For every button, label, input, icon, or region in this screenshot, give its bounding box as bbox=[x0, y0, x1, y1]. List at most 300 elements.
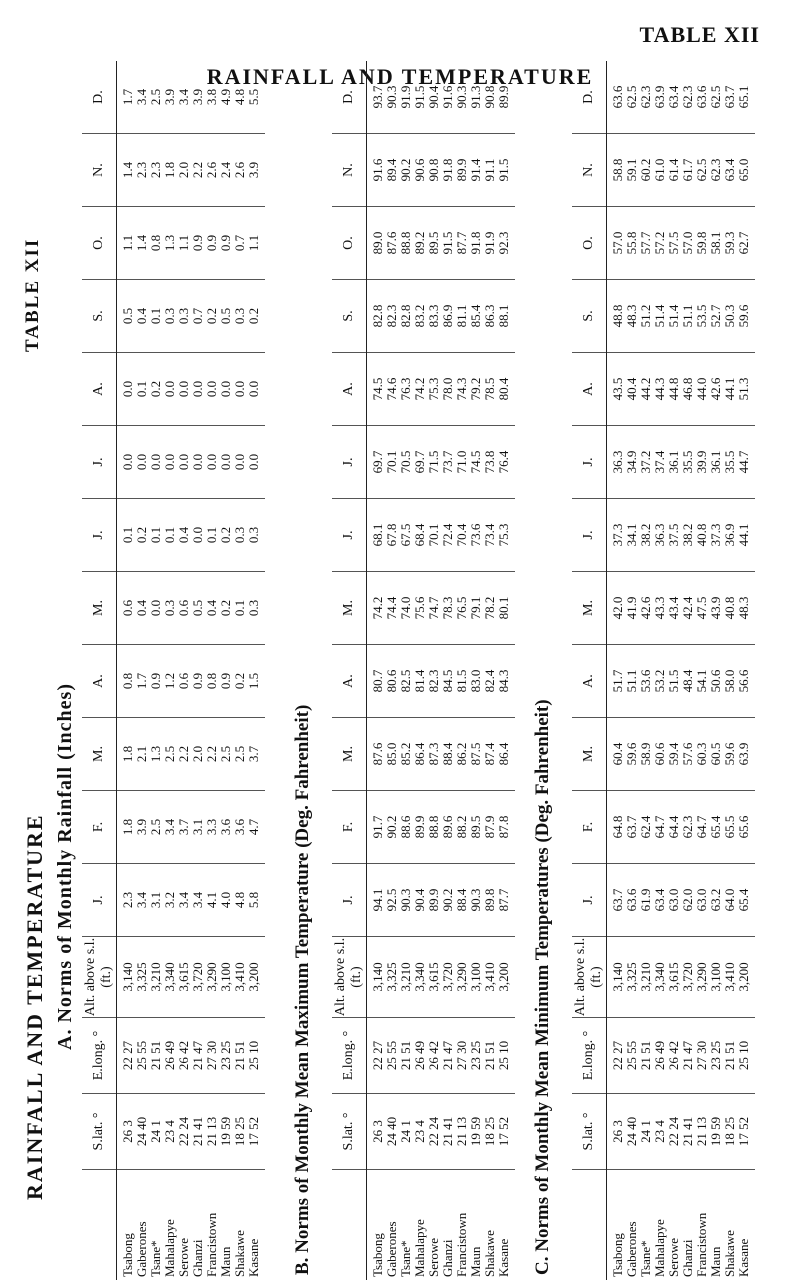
table-cell: 26 42 bbox=[176, 1040, 191, 1071]
table-cell: 73.6 bbox=[468, 523, 483, 547]
table-cell: 0.2 bbox=[232, 672, 247, 690]
table-cell: 83.3 bbox=[426, 304, 441, 328]
table-cell: 0.3 bbox=[162, 599, 177, 617]
table-cell: 0.0 bbox=[120, 453, 135, 471]
table-cell: 25 10 bbox=[246, 1040, 261, 1071]
table-cell: 3,290 bbox=[454, 962, 469, 992]
table-cell: 3.4 bbox=[134, 891, 149, 909]
table-cell: 78.3 bbox=[440, 596, 455, 620]
table-cell: 86.2 bbox=[454, 742, 469, 766]
table-cell: 36.3 bbox=[610, 450, 625, 474]
table-cell: 62.3 bbox=[680, 85, 695, 109]
table-cell: 3,720 bbox=[680, 962, 695, 992]
table-cell: 23 4 bbox=[652, 1120, 667, 1143]
table-cell: 54.1 bbox=[694, 669, 709, 693]
table-cell: 19 59 bbox=[708, 1116, 723, 1147]
table-cell: 62.5 bbox=[708, 85, 723, 109]
header-month: M. bbox=[572, 718, 607, 791]
table-cell: 84.3 bbox=[496, 669, 511, 693]
table-cell: 24 40 bbox=[134, 1116, 149, 1147]
header-long: E.long. ° bbox=[82, 1018, 117, 1094]
side-table-number: TABLE XII bbox=[22, 237, 43, 352]
month-column bbox=[607, 645, 756, 718]
table-cell: 0.1 bbox=[162, 526, 177, 544]
header-month: M. bbox=[82, 718, 117, 791]
table-cell: 53.6 bbox=[638, 669, 653, 693]
table-cell: 80.1 bbox=[496, 596, 511, 620]
table-cell: 0.0 bbox=[148, 453, 163, 471]
table-cell: 88.8 bbox=[398, 231, 413, 255]
month-column bbox=[367, 572, 516, 645]
table-cell: 21 51 bbox=[638, 1040, 653, 1071]
table-cell: 0.4 bbox=[134, 599, 149, 617]
table-cell: 3,140 bbox=[610, 962, 625, 992]
table-cell: 44.2 bbox=[638, 377, 653, 401]
table-cell: 3.7 bbox=[176, 818, 191, 836]
table-cell: 90.8 bbox=[482, 85, 497, 109]
table-cell: 75.3 bbox=[426, 377, 441, 401]
month-column bbox=[607, 864, 756, 937]
table-cell: 57.0 bbox=[680, 231, 695, 255]
table-cell: Ghanzi bbox=[680, 1239, 695, 1277]
header-month: J. bbox=[332, 426, 367, 499]
table-cell: Maun bbox=[468, 1246, 483, 1277]
table-cell: 38.2 bbox=[680, 523, 695, 547]
table-cell: 24 1 bbox=[398, 1120, 413, 1143]
table-cell: 0.8 bbox=[204, 672, 219, 690]
header-month: S. bbox=[332, 280, 367, 353]
table-cell: Serowe bbox=[666, 1238, 681, 1277]
table-cell: 63.6 bbox=[624, 888, 639, 912]
table-cell: 88.4 bbox=[440, 742, 455, 766]
table-cell: 93.7 bbox=[370, 85, 385, 109]
header-month: J. bbox=[82, 499, 117, 572]
table-cell: 2.3 bbox=[148, 161, 163, 179]
table-cell: 21 51 bbox=[722, 1040, 737, 1071]
header-month: A. bbox=[572, 645, 607, 718]
table-cell: 21 51 bbox=[148, 1040, 163, 1071]
table-cell: 63.7 bbox=[610, 888, 625, 912]
table-cell: Shakawe bbox=[232, 1230, 247, 1277]
table-cell: Tsabong bbox=[370, 1233, 385, 1277]
table-cell: 3,200 bbox=[496, 962, 511, 992]
table-cell: 53.5 bbox=[694, 304, 709, 328]
table-cell: 21 51 bbox=[482, 1040, 497, 1071]
table-cell: 17 52 bbox=[496, 1116, 511, 1147]
section-b-table-wrap bbox=[332, 85, 512, 1280]
table-cell: 92.3 bbox=[496, 231, 511, 255]
table-cell: 38.2 bbox=[638, 523, 653, 547]
table-cell: 24 40 bbox=[384, 1116, 399, 1147]
table-cell: 90.3 bbox=[384, 85, 399, 109]
table-cell: 87.5 bbox=[468, 742, 483, 766]
table-cell: 91.7 bbox=[370, 815, 385, 839]
table-cell: 86.4 bbox=[412, 742, 427, 766]
station-column bbox=[367, 1170, 516, 1281]
table-cell: 90.6 bbox=[412, 158, 427, 182]
table-cell: 0.9 bbox=[190, 672, 205, 690]
table-cell: 0.0 bbox=[148, 599, 163, 617]
table-cell: 0.6 bbox=[176, 672, 191, 690]
header-month: D. bbox=[572, 61, 607, 134]
table-cell: 23 25 bbox=[708, 1040, 723, 1071]
table-cell: 3.4 bbox=[134, 88, 149, 106]
header-month: J. bbox=[332, 499, 367, 572]
table-cell: 2.4 bbox=[218, 161, 233, 179]
table-cell: 89.8 bbox=[482, 888, 497, 912]
table-cell: 63.0 bbox=[694, 888, 709, 912]
table-cell: 22 24 bbox=[666, 1116, 681, 1147]
altitude-column bbox=[117, 937, 266, 1018]
month-column bbox=[367, 134, 516, 207]
month-column bbox=[117, 572, 266, 645]
table-cell: Mahalapye bbox=[652, 1219, 667, 1277]
table-cell: 53.2 bbox=[652, 669, 667, 693]
header-month: J. bbox=[572, 864, 607, 937]
table-cell: 63.6 bbox=[694, 85, 709, 109]
table-cell: 34.1 bbox=[624, 523, 639, 547]
table-cell: 2.0 bbox=[190, 745, 205, 763]
table-cell: 87.3 bbox=[426, 742, 441, 766]
table-cell: 74.2 bbox=[412, 377, 427, 401]
header-long: E.long. ° bbox=[332, 1018, 367, 1094]
table-cell: 0.0 bbox=[232, 380, 247, 398]
header-station bbox=[572, 1170, 607, 1281]
table-cell: 3,615 bbox=[666, 962, 681, 992]
table-cell: 1.8 bbox=[120, 818, 135, 836]
table-cell: 94.1 bbox=[370, 888, 385, 912]
table-cell: 0.3 bbox=[162, 307, 177, 325]
month-column bbox=[367, 280, 516, 353]
table-cell: 0.2 bbox=[148, 380, 163, 398]
table-cell: 26 3 bbox=[120, 1120, 135, 1143]
table-cell: 80.6 bbox=[384, 669, 399, 693]
table-cell: 36.1 bbox=[708, 450, 723, 474]
table-cell: 3.9 bbox=[190, 88, 205, 106]
table-cell: 3.8 bbox=[204, 88, 219, 106]
table-cell: Francistown bbox=[694, 1212, 709, 1277]
table-cell: 48.8 bbox=[610, 304, 625, 328]
table-cell: 86.4 bbox=[496, 742, 511, 766]
longitude-column bbox=[607, 1018, 756, 1094]
section-b-heading: B. Norms of Monthly Mean Maximum Temperature (Deg. Fahrenheit) bbox=[292, 704, 313, 1275]
header-month: D. bbox=[82, 61, 117, 134]
table-cell: 2.6 bbox=[204, 161, 219, 179]
table-cell: 34.9 bbox=[624, 450, 639, 474]
header-station bbox=[82, 1170, 117, 1281]
table-cell: 3,615 bbox=[176, 962, 191, 992]
table-cell: 90.8 bbox=[426, 158, 441, 182]
table-cell: 82.4 bbox=[482, 669, 497, 693]
table-cell: 0.0 bbox=[232, 453, 247, 471]
table-cell: 2.1 bbox=[134, 745, 149, 763]
table-cell: 42.0 bbox=[610, 596, 625, 620]
table-cell: 25 55 bbox=[624, 1040, 639, 1071]
table-cell: 35.5 bbox=[722, 450, 737, 474]
table-cell: 43.5 bbox=[610, 377, 625, 401]
header-month: M. bbox=[332, 572, 367, 645]
table-cell: 78.0 bbox=[440, 377, 455, 401]
table-cell: 3,340 bbox=[412, 962, 427, 992]
table-cell: 82.8 bbox=[398, 304, 413, 328]
table-cell: 3,210 bbox=[398, 962, 413, 992]
table-cell: 0.8 bbox=[148, 234, 163, 252]
table-cell: 76.4 bbox=[496, 450, 511, 474]
table-cell: 0.7 bbox=[232, 234, 247, 252]
table-cell: 0.3 bbox=[176, 307, 191, 325]
header-month: M. bbox=[332, 718, 367, 791]
month-column bbox=[117, 207, 266, 280]
table-cell: 64.4 bbox=[666, 815, 681, 839]
table-cell: 0.2 bbox=[134, 526, 149, 544]
table-cell: 90.2 bbox=[440, 888, 455, 912]
side-title: RAINFALL AND TEMPERATURE bbox=[22, 813, 47, 1200]
table-cell: 3,340 bbox=[652, 962, 667, 992]
table-cell: Ghanzi bbox=[440, 1239, 455, 1277]
table-cell: 3.4 bbox=[190, 891, 205, 909]
table-cell: 22 24 bbox=[176, 1116, 191, 1147]
table-cell: Francistown bbox=[204, 1212, 219, 1277]
table-cell: 0.9 bbox=[218, 672, 233, 690]
table-cell: 52.7 bbox=[708, 304, 723, 328]
table-cell: 26 3 bbox=[370, 1120, 385, 1143]
table-cell: 3,100 bbox=[468, 962, 483, 992]
table-cell: 74.0 bbox=[398, 596, 413, 620]
table-cell: 17 52 bbox=[246, 1116, 261, 1147]
table-cell: 73.4 bbox=[482, 523, 497, 547]
table-cell: 86.9 bbox=[440, 304, 455, 328]
table-cell: 55.8 bbox=[624, 231, 639, 255]
table-cell: 4.0 bbox=[218, 891, 233, 909]
table-cell: 21 41 bbox=[440, 1116, 455, 1147]
table-cell: 46.8 bbox=[680, 377, 695, 401]
section-c-panel bbox=[532, 85, 785, 1280]
table-cell: 63.2 bbox=[708, 888, 723, 912]
table-cell: 3.1 bbox=[148, 891, 163, 909]
table-cell: 74.6 bbox=[384, 377, 399, 401]
table-cell: 3.9 bbox=[162, 88, 177, 106]
header-station bbox=[332, 1170, 367, 1281]
table-cell: 3,200 bbox=[736, 962, 751, 992]
table-cell: Tsane* bbox=[638, 1240, 653, 1277]
table-cell: 85.2 bbox=[398, 742, 413, 766]
table-cell: 88.2 bbox=[454, 815, 469, 839]
table-cell: 74.5 bbox=[370, 377, 385, 401]
month-column bbox=[367, 718, 516, 791]
table-cell: 1.3 bbox=[148, 745, 163, 763]
table-cell: 0.3 bbox=[232, 307, 247, 325]
table-cell: 81.5 bbox=[454, 669, 469, 693]
table-cell: 44.8 bbox=[666, 377, 681, 401]
table-cell: 91.6 bbox=[370, 158, 385, 182]
table-cell: Shakawe bbox=[722, 1230, 737, 1277]
table-cell: 0.0 bbox=[190, 526, 205, 544]
table-cell: 0.0 bbox=[190, 380, 205, 398]
table-cell: 1.4 bbox=[120, 161, 135, 179]
table-cell: 70.1 bbox=[426, 523, 441, 547]
table-cell: 63.0 bbox=[666, 888, 681, 912]
table-cell: 0.4 bbox=[134, 307, 149, 325]
table-cell: 0.0 bbox=[176, 380, 191, 398]
table-cell: 90.2 bbox=[398, 158, 413, 182]
latitude-column bbox=[607, 1094, 756, 1170]
table-cell: 3,100 bbox=[708, 962, 723, 992]
table-cell: 64.8 bbox=[610, 815, 625, 839]
table-cell: Shakawe bbox=[482, 1230, 497, 1277]
table-cell: 21 47 bbox=[190, 1040, 205, 1071]
table-cell: 74.7 bbox=[426, 596, 441, 620]
table-cell: 89.9 bbox=[412, 815, 427, 839]
table-cell: 85.4 bbox=[468, 304, 483, 328]
table-cell: 60.6 bbox=[652, 742, 667, 766]
table-cell: 0.5 bbox=[120, 307, 135, 325]
table-cell: 59.3 bbox=[722, 231, 737, 255]
table-cell: 1.3 bbox=[162, 234, 177, 252]
table-cell: 82.5 bbox=[398, 669, 413, 693]
table-cell: 70.4 bbox=[454, 523, 469, 547]
month-column bbox=[607, 499, 756, 572]
table-cell: 0.7 bbox=[190, 307, 205, 325]
table-cell: 3,140 bbox=[370, 962, 385, 992]
table-cell: 44.0 bbox=[694, 377, 709, 401]
table-cell: 44.3 bbox=[652, 377, 667, 401]
table-cell: 63.6 bbox=[610, 85, 625, 109]
table-cell: 43.4 bbox=[666, 596, 681, 620]
table-cell: 0.9 bbox=[218, 234, 233, 252]
table-cell: 3,410 bbox=[482, 962, 497, 992]
table-cell: 25 10 bbox=[736, 1040, 751, 1071]
table-cell: 0.0 bbox=[246, 453, 261, 471]
table-cell: 75.6 bbox=[412, 596, 427, 620]
table-cell: 22 27 bbox=[610, 1040, 625, 1071]
month-column bbox=[117, 61, 266, 134]
table-cell: 91.5 bbox=[440, 231, 455, 255]
table-cell: 22 24 bbox=[426, 1116, 441, 1147]
table-cell: 37.4 bbox=[652, 450, 667, 474]
table-cell: 51.2 bbox=[638, 304, 653, 328]
month-column bbox=[607, 353, 756, 426]
table-cell: 87.8 bbox=[496, 815, 511, 839]
table-cell: 3,720 bbox=[190, 962, 205, 992]
table-cell: 79.1 bbox=[468, 596, 483, 620]
table-cell: 88.8 bbox=[426, 815, 441, 839]
table-cell: 1.1 bbox=[120, 234, 135, 252]
month-column bbox=[367, 791, 516, 864]
month-column bbox=[117, 864, 266, 937]
table-cell: 50.6 bbox=[708, 669, 723, 693]
table-cell: 51.7 bbox=[610, 669, 625, 693]
table-cell: 70.5 bbox=[398, 450, 413, 474]
table-cell: 0.8 bbox=[120, 672, 135, 690]
table-cell: 2.5 bbox=[232, 745, 247, 763]
table-cell: 91.9 bbox=[482, 231, 497, 255]
section-a-table-wrap bbox=[82, 88, 262, 1280]
table-cell: 74.5 bbox=[468, 450, 483, 474]
table-cell: 65.6 bbox=[736, 815, 751, 839]
table-cell: 90.2 bbox=[384, 815, 399, 839]
table-cell: 0.9 bbox=[190, 234, 205, 252]
table-number: TABLE XII bbox=[639, 22, 760, 47]
table-cell: 2.6 bbox=[232, 161, 247, 179]
header-month: M. bbox=[572, 572, 607, 645]
table-cell: 0.0 bbox=[204, 453, 219, 471]
section-b-panel bbox=[292, 85, 542, 1280]
table-cell: 69.7 bbox=[412, 450, 427, 474]
table-cell: 78.5 bbox=[482, 377, 497, 401]
month-column bbox=[117, 645, 266, 718]
table-cell: 65.4 bbox=[736, 888, 751, 912]
month-column bbox=[607, 280, 756, 353]
table-cell: 51.1 bbox=[680, 304, 695, 328]
table-cell: 40.8 bbox=[722, 596, 737, 620]
header-month: A. bbox=[82, 353, 117, 426]
table-cell: 18 25 bbox=[482, 1116, 497, 1147]
table-cell: 0.3 bbox=[246, 526, 261, 544]
table-cell: 87.7 bbox=[496, 888, 511, 912]
table-cell: 40.8 bbox=[694, 523, 709, 547]
table-cell: 82.3 bbox=[426, 669, 441, 693]
table-cell: 61.7 bbox=[680, 158, 695, 182]
table-cell: 21 13 bbox=[454, 1116, 469, 1147]
header-alt: Alt. above s.l. (ft.) bbox=[572, 937, 607, 1018]
table-cell: 62.5 bbox=[624, 85, 639, 109]
month-column bbox=[367, 864, 516, 937]
table-cell: 57.7 bbox=[638, 231, 653, 255]
table-cell: 59.6 bbox=[624, 742, 639, 766]
table-cell: 0.0 bbox=[246, 380, 261, 398]
table-cell: 37.3 bbox=[708, 523, 723, 547]
table-cell: 87.4 bbox=[482, 742, 497, 766]
table-cell: 1.2 bbox=[162, 672, 177, 690]
table-cell: 48.3 bbox=[736, 596, 751, 620]
table-cell: 37.5 bbox=[666, 523, 681, 547]
month-column bbox=[117, 426, 266, 499]
table-cell: 21 13 bbox=[204, 1116, 219, 1147]
table-cell: 73.7 bbox=[440, 450, 455, 474]
table-cell: 25 10 bbox=[496, 1040, 511, 1071]
table-cell: 65.5 bbox=[722, 815, 737, 839]
table-cell: 3,325 bbox=[134, 962, 149, 992]
table-cell: 90.3 bbox=[398, 888, 413, 912]
table-cell: 42.4 bbox=[680, 596, 695, 620]
table-cell: 51.4 bbox=[652, 304, 667, 328]
month-column bbox=[607, 718, 756, 791]
table-cell: 78.2 bbox=[482, 596, 497, 620]
header-month: N. bbox=[332, 134, 367, 207]
table-cell: 1.7 bbox=[120, 88, 135, 106]
table-cell: Serowe bbox=[176, 1238, 191, 1277]
table-cell: 3,100 bbox=[218, 962, 233, 992]
table-cell: 18 25 bbox=[722, 1116, 737, 1147]
table-cell: 50.3 bbox=[722, 304, 737, 328]
table-cell: 65.0 bbox=[736, 158, 751, 182]
table-cell: 0.9 bbox=[148, 672, 163, 690]
table-cell: Ghanzi bbox=[190, 1239, 205, 1277]
table-cell: Tsabong bbox=[120, 1233, 135, 1277]
table-cell: 51.4 bbox=[666, 304, 681, 328]
table-cell: 0.0 bbox=[134, 453, 149, 471]
table-cell: 0.0 bbox=[190, 453, 205, 471]
table-cell: 2.0 bbox=[176, 161, 191, 179]
month-column bbox=[367, 61, 516, 134]
month-column bbox=[607, 134, 756, 207]
table-cell: Kasane bbox=[246, 1238, 261, 1277]
table-cell: 68.1 bbox=[370, 523, 385, 547]
table-cell: 21 51 bbox=[398, 1040, 413, 1071]
table-cell: 88.1 bbox=[496, 304, 511, 328]
station-column bbox=[117, 1170, 266, 1281]
table-cell: 3,410 bbox=[722, 962, 737, 992]
